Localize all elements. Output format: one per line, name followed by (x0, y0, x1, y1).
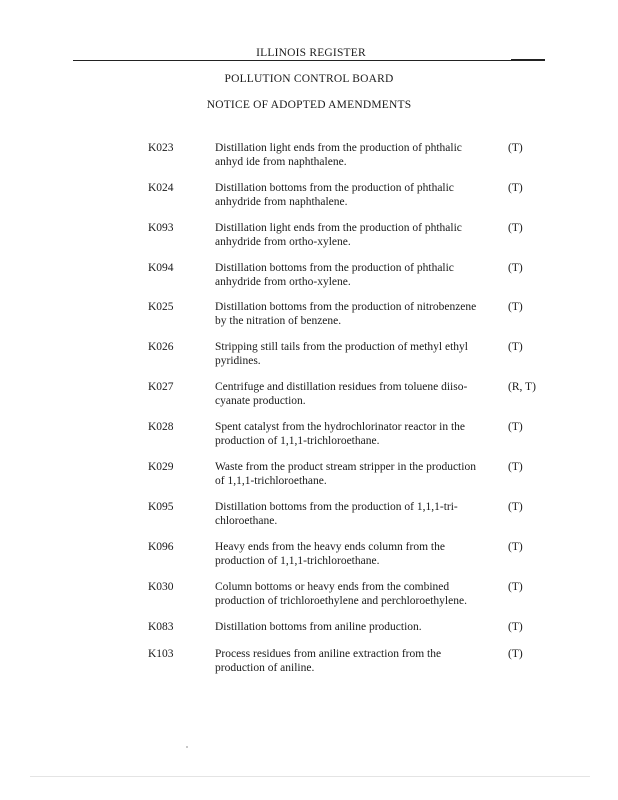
waste-code: K103 (148, 648, 174, 660)
hazard-code: (T) (508, 621, 523, 633)
waste-code: K093 (148, 222, 174, 234)
hazard-code: (T) (508, 541, 523, 553)
waste-description (215, 647, 500, 675)
description-line: anhydride from ortho-xylene. (215, 276, 351, 288)
waste-description (215, 580, 500, 608)
description-line: anhydride from ortho-xylene. (215, 236, 351, 248)
waste-description (215, 500, 500, 528)
waste-description (215, 460, 500, 488)
waste-description (215, 620, 500, 634)
waste-code: K024 (148, 182, 174, 194)
waste-description (215, 420, 500, 448)
scan-speck (186, 746, 188, 748)
description-line: Distillation bottoms from the production of phthalic (215, 182, 454, 194)
waste-code: K030 (148, 581, 174, 593)
hazard-code: (R, T) (508, 381, 536, 393)
waste-description (215, 340, 500, 368)
description-line: Distillation light ends from the production of phthalic (215, 142, 462, 154)
hazard-code: (T) (508, 301, 523, 313)
description-line: Distillation bottoms from the production of phthalic (215, 262, 454, 274)
description-line: Distillation bottoms from the production of nitrobenzene (215, 301, 477, 313)
hazard-code: (T) (508, 142, 523, 154)
hazard-code: (T) (508, 648, 523, 660)
description-line: Heavy ends from the heavy ends column from the (215, 541, 445, 553)
waste-description (215, 141, 500, 169)
description-line: Stripping still tails from the production of methyl ethyl (215, 341, 468, 353)
waste-description (215, 300, 500, 328)
description-line: by the nitration of benzene. (215, 315, 342, 327)
description-line: Distillation bottoms from the production of 1,1,1-tri- (215, 501, 458, 513)
description-line: Spent catalyst from the hydrochlorinator reactor in the (215, 421, 466, 433)
waste-code: K096 (148, 541, 174, 553)
description-line: anhydride from naphthalene. (215, 196, 348, 208)
waste-description (215, 221, 500, 249)
hazard-code: (T) (508, 341, 523, 353)
waste-code: K025 (148, 301, 174, 313)
hazard-code: (T) (508, 581, 523, 593)
waste-description (215, 380, 500, 408)
description-line: Distillation bottoms from aniline production. (215, 621, 422, 633)
hazard-code: (T) (508, 501, 523, 513)
description-line: production of 1,1,1-trichloroethane. (215, 555, 380, 567)
description-line: Column bottoms or heavy ends from the combined (215, 581, 450, 593)
waste-code: K094 (148, 262, 174, 274)
notice-title: NOTICE OF ADOPTED AMENDMENTS (206, 99, 412, 111)
register-title: ILLINOIS REGISTER (256, 47, 366, 59)
description-line: Waste from the product stream stripper in the production (215, 461, 476, 473)
description-line: Distillation light ends from the production of phthalic (215, 222, 462, 234)
waste-code: K028 (148, 421, 174, 433)
hazard-code: (T) (508, 182, 523, 194)
waste-description (215, 181, 500, 209)
description-line: cyanate production. (215, 395, 306, 407)
waste-description (215, 540, 500, 568)
waste-code: K023 (148, 142, 174, 154)
page-bottom-edge (30, 776, 590, 777)
header-rule (73, 60, 511, 61)
description-line: production of 1,1,1-trichloroethane. (215, 435, 380, 447)
description-line: chloroethane. (215, 515, 278, 527)
hazard-code: (T) (508, 262, 523, 274)
board-name: POLLUTION CONTROL BOARD (224, 73, 394, 85)
description-line: Centrifuge and distillation residues from toluene diiso- (215, 381, 468, 393)
waste-description (215, 261, 500, 289)
waste-code: K083 (148, 621, 174, 633)
description-line: Process residues from aniline extraction from the (215, 648, 442, 660)
waste-code: K095 (148, 501, 174, 513)
hazard-code: (T) (508, 461, 523, 473)
description-line: pyridines. (215, 355, 261, 367)
description-line: anhyd ide from naphthalene. (215, 156, 347, 168)
hazard-code: (T) (508, 222, 523, 234)
header-rule-tab (511, 59, 545, 61)
waste-code: K027 (148, 381, 174, 393)
description-line: production of trichloroethylene and perchloroethylene. (215, 595, 467, 607)
waste-code: K026 (148, 341, 174, 353)
description-line: of 1,1,1-trichloroethane. (215, 475, 327, 487)
hazard-code: (T) (508, 421, 523, 433)
waste-code: K029 (148, 461, 174, 473)
description-line: production of aniline. (215, 662, 315, 674)
